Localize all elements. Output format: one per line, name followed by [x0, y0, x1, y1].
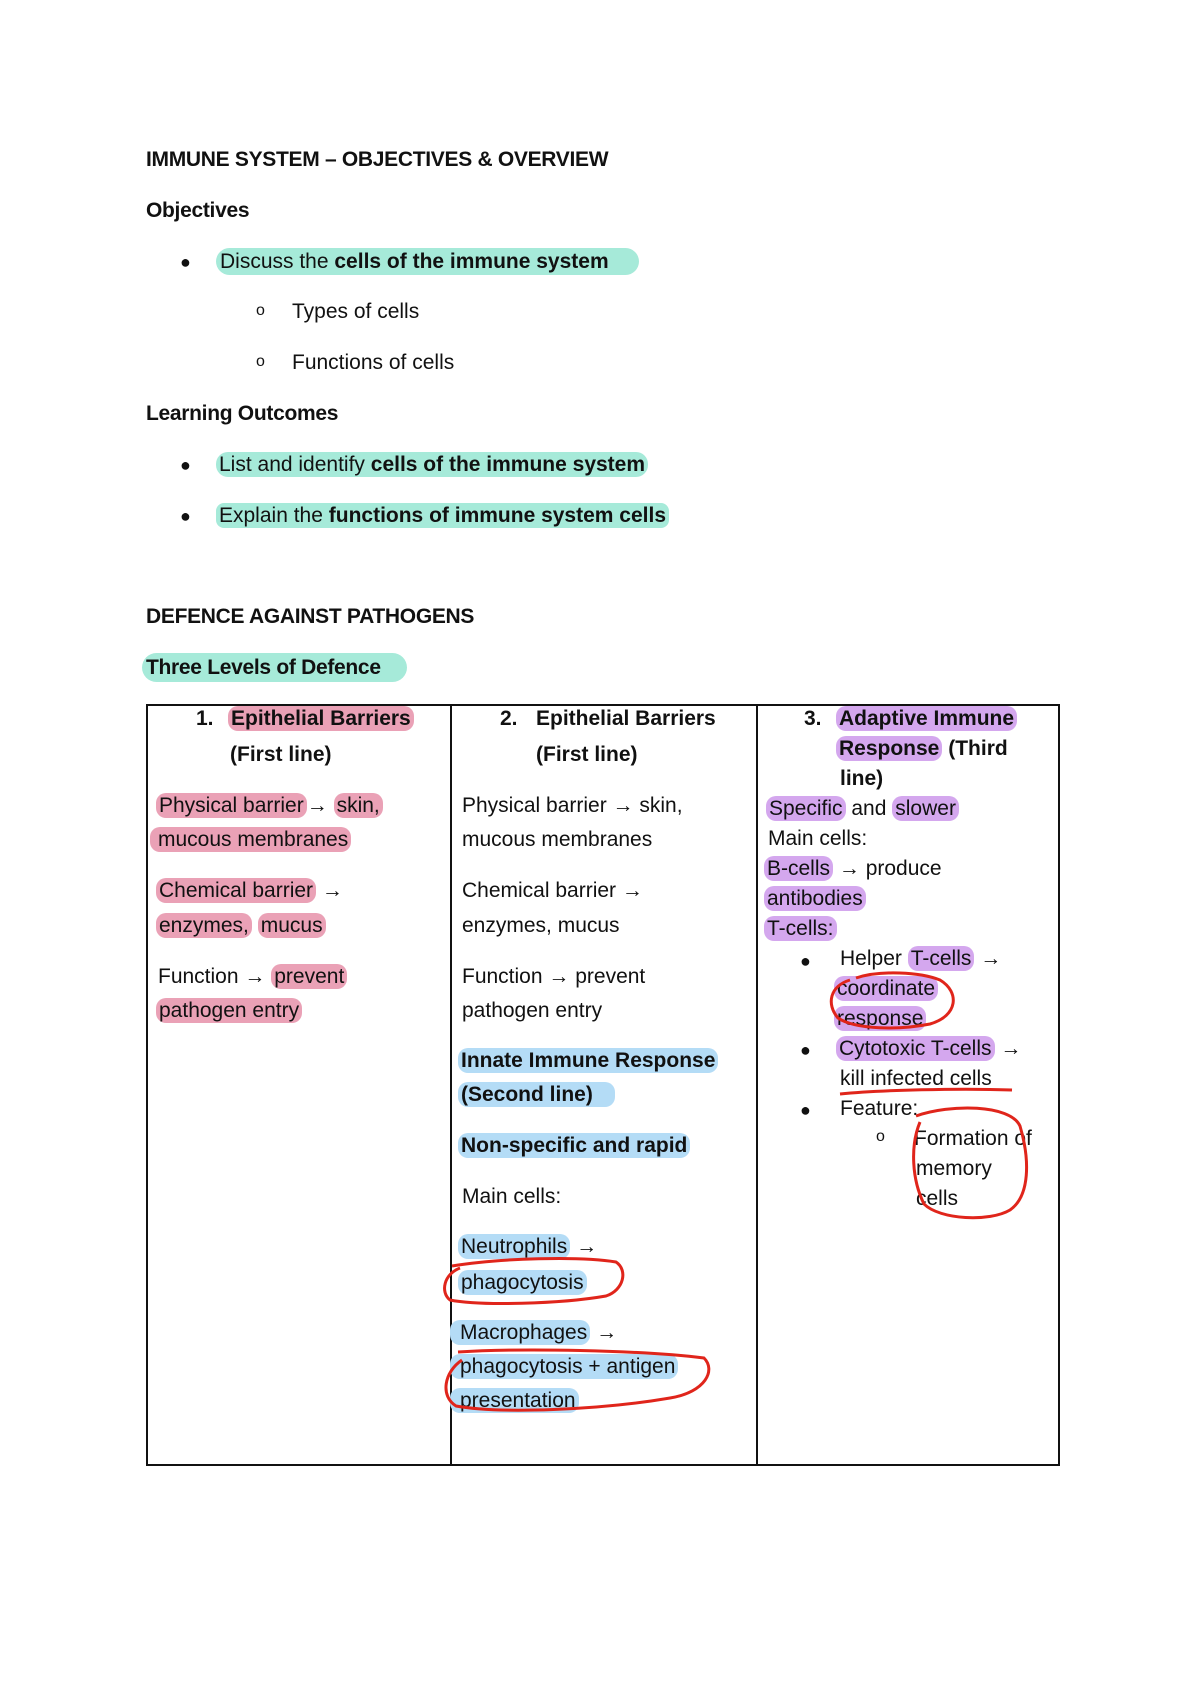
- col3-specific-a: Specific: [766, 796, 846, 821]
- col3-helper-label: Helper: [840, 947, 908, 970]
- col2-presentation: presentation: [450, 1388, 579, 1413]
- col3-cytotoxic-fn: kill infected cells: [840, 1067, 992, 1090]
- col3-memory-line2: memory: [916, 1157, 992, 1180]
- defence-heading: DEFENCE AGAINST PATHOGENS: [146, 605, 475, 628]
- bullet-icon: ●: [180, 455, 191, 475]
- objective-sub-2: Functions of cells: [292, 351, 455, 374]
- objective-item-1-bold: cells of the immune system: [334, 250, 609, 273]
- col1-function-prevent: prevent: [271, 964, 347, 989]
- col2-function-line2: pathogen entry: [462, 999, 603, 1022]
- col2-nonspecific-text: Non-specific and rapid: [458, 1133, 690, 1158]
- col3-title-line1-text: Adaptive Immune: [836, 706, 1017, 731]
- col2-phagocytosis: phagocytosis: [458, 1270, 587, 1295]
- ink-circle-memory-cells: [914, 1108, 1027, 1218]
- outcome-item-1-bold: cells of the immune system: [370, 453, 646, 476]
- arrow-icon: →: [244, 965, 266, 988]
- col1-physical-skin: skin,: [334, 793, 383, 818]
- arrow-icon: →: [306, 794, 328, 817]
- col2-macrophages-label: Macrophages: [450, 1320, 590, 1345]
- arrow-icon: →: [1000, 1037, 1022, 1060]
- bullet-icon: ●: [180, 252, 191, 272]
- col3-feature: Feature:: [840, 1097, 919, 1120]
- page-title: IMMUNE SYSTEM – OBJECTIVES & OVERVIEW: [146, 148, 609, 171]
- bullet-icon: ●: [800, 951, 811, 971]
- outcome-item-2-bold: functions of immune system cells: [328, 504, 667, 527]
- col2-innate-title: Innate Immune Response: [458, 1048, 718, 1073]
- objectives-heading: Objectives: [146, 199, 250, 222]
- col3-coordinate: coordinate: [834, 976, 938, 1001]
- col1-chemical-mucus: mucus: [258, 913, 326, 938]
- col1-title-line1-text: Epithelial Barriers: [228, 706, 414, 731]
- outcome-item-2-text: Explain the: [219, 504, 329, 527]
- col3-bcells-fn: → produce: [838, 857, 942, 880]
- col2-title-line1: Epithelial Barriers: [536, 707, 716, 730]
- col3-antibodies-text: antibodies: [764, 886, 866, 911]
- col3-specific-and: and: [845, 797, 893, 820]
- bullet-icon: ●: [800, 1040, 811, 1060]
- objective-item-1-text: Discuss the: [220, 250, 335, 273]
- defence-subheading-text: Three Levels of Defence: [142, 653, 407, 682]
- arrow-icon: →: [596, 1321, 618, 1344]
- col1-function-entry: pathogen entry: [156, 998, 302, 1023]
- col3-cytotoxic-label: Cytotoxic T-cells: [836, 1036, 995, 1061]
- col3-bcells-label: B-cells: [764, 856, 833, 881]
- col3-tcells-text: T-cells:: [764, 916, 837, 941]
- learning-outcomes-heading: Learning Outcomes: [146, 402, 339, 425]
- col3-title-line3: line): [840, 767, 884, 790]
- col3-number: 3.: [804, 707, 822, 730]
- col1-function-label: Function: [158, 965, 239, 988]
- col1-physical-mucous: mucous membranes: [150, 827, 351, 852]
- col3-specific-slower: slower: [892, 796, 959, 821]
- col2-title-line2: (First line): [536, 743, 638, 766]
- col1-chemical-enzymes: enzymes,: [156, 913, 252, 938]
- col2-chemical-line1: Chemical barrier →: [462, 879, 643, 902]
- col2-main-cells: Main cells:: [462, 1185, 562, 1208]
- sub-bullet-icon: o: [876, 1128, 885, 1145]
- col3-memory-line3: cells: [916, 1187, 959, 1210]
- col1-title-line2: (First line): [230, 743, 332, 766]
- sub-bullet-icon: o: [256, 302, 265, 319]
- col3-response: response: [834, 1006, 926, 1031]
- sub-bullet-icon: o: [256, 353, 265, 370]
- col2-number: 2.: [500, 707, 518, 730]
- col2-physical-line1: Physical barrier → skin,: [462, 794, 683, 817]
- col3-memory-line1: Formation of: [914, 1127, 1032, 1150]
- outcome-item-1-text: List and identify: [219, 453, 371, 476]
- objective-sub-1: Types of cells: [292, 300, 420, 323]
- arrow-icon: →: [576, 1235, 598, 1258]
- col1-physical-label: Physical barrier: [156, 793, 307, 818]
- col3-title-response: Response: [836, 736, 942, 761]
- bullet-icon: ●: [800, 1100, 811, 1120]
- col2-phagocytosis-antigen: phagocytosis + antigen: [450, 1354, 678, 1379]
- col2-function-line1: Function → prevent: [462, 965, 646, 988]
- arrow-icon: →: [321, 879, 343, 902]
- ink-circle-phagocytosis: [445, 1259, 623, 1304]
- col3-main-cells: Main cells:: [768, 827, 868, 850]
- ink-circle-coordinate-response: [831, 973, 953, 1028]
- ink-circle-antigen-presentation: [446, 1350, 709, 1410]
- col2-physical-line2: mucous membranes: [462, 828, 653, 851]
- col2-neutrophils-label: Neutrophils: [458, 1234, 570, 1259]
- bullet-icon: ●: [180, 506, 191, 526]
- col3-title-third: (Third: [942, 737, 1008, 760]
- col1-chemical-label: Chemical barrier: [156, 878, 316, 903]
- ink-underline-kill-infected: [840, 1089, 1012, 1094]
- col3-helper-tcells: T-cells: [908, 946, 975, 971]
- col2-innate-subtitle: (Second line): [458, 1082, 615, 1107]
- col1-number: 1.: [196, 707, 214, 730]
- arrow-icon: →: [980, 947, 1002, 970]
- col2-chemical-line2: enzymes, mucus: [462, 914, 620, 937]
